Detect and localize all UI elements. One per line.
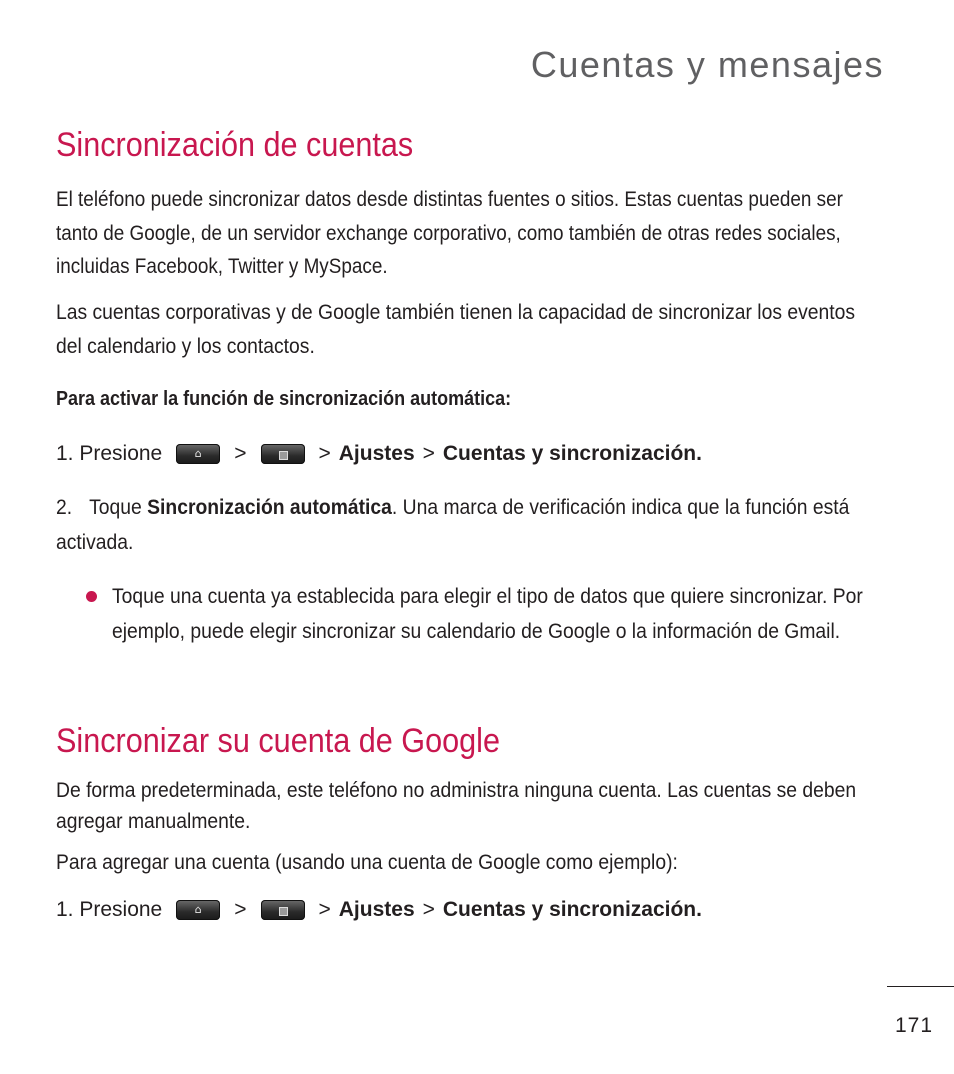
separator: >	[422, 442, 435, 465]
separator: >	[318, 898, 331, 921]
step-2-post: . Una marca de verificación indica que la función está activada.	[56, 496, 850, 554]
paragraph-add-account: Para agregar una cuenta (usando una cuenta de Google como ejemplo):	[56, 851, 678, 874]
separator: >	[318, 442, 331, 465]
paragraph-sync-intro: El teléfono puede sincronizar datos desde distintas fuentes o sitios. Estas cuentas pueden ser tanto de Google, de un servidor exchange corporativo, como también de otras redes sociales, incluidas Facebook, Twitter y MySpace.	[56, 188, 843, 278]
footer-rule	[887, 986, 954, 987]
step-2-pre: Toque	[89, 496, 142, 519]
menu-item-settings: Ajustes	[338, 442, 415, 465]
section-heading-google-account: Sincronizar su cuenta de Google	[56, 722, 500, 760]
step-prefix: 1. Presione	[56, 898, 163, 921]
menu-item-settings: Ajustes	[338, 898, 415, 921]
paragraph-default-accounts: De forma predeterminada, este teléfono no administra ninguna cuenta. Las cuentas se deben agregar manualmente.	[56, 779, 857, 833]
menu-key-icon	[261, 444, 305, 464]
option-auto-sync: Sincronización automática	[147, 496, 392, 519]
step-2-auto-sync	[56, 490, 866, 560]
bullet-icon	[86, 591, 97, 602]
menu-key-icon	[261, 900, 305, 920]
separator: >	[234, 442, 247, 465]
menu-item-accounts-sync: Cuentas y sincronización.	[442, 442, 702, 465]
section-heading-sync-accounts: Sincronización de cuentas	[56, 126, 414, 164]
bullet-account-sync-tip: Toque una cuenta ya establecida para elegir el tipo de datos que quiere sincronizar. Por ejemplo, puede elegir sincronizar su calendario de Google o la información de Gmail.	[112, 585, 863, 643]
step-1-auto-sync	[56, 438, 702, 470]
home-key-icon: ⌂	[176, 900, 220, 920]
step-1-google-account	[56, 894, 702, 926]
chapter-title: Cuentas y mensajes	[530, 44, 884, 85]
step-prefix: 1. Presione	[56, 442, 163, 465]
menu-item-accounts-sync: Cuentas y sincronización.	[442, 898, 702, 921]
paragraph-sync-calendar: Las cuentas corporativas y de Google también tienen la capacidad de sincronizar los eventos del calendario y los contactos.	[56, 301, 856, 358]
instruction-lead: Para activar la función de sincronización automática:	[56, 388, 512, 410]
separator: >	[422, 898, 435, 921]
step-number: 2.	[56, 496, 73, 519]
separator: >	[234, 898, 247, 921]
page-number: 171	[895, 1014, 934, 1037]
home-key-icon: ⌂	[176, 444, 220, 464]
